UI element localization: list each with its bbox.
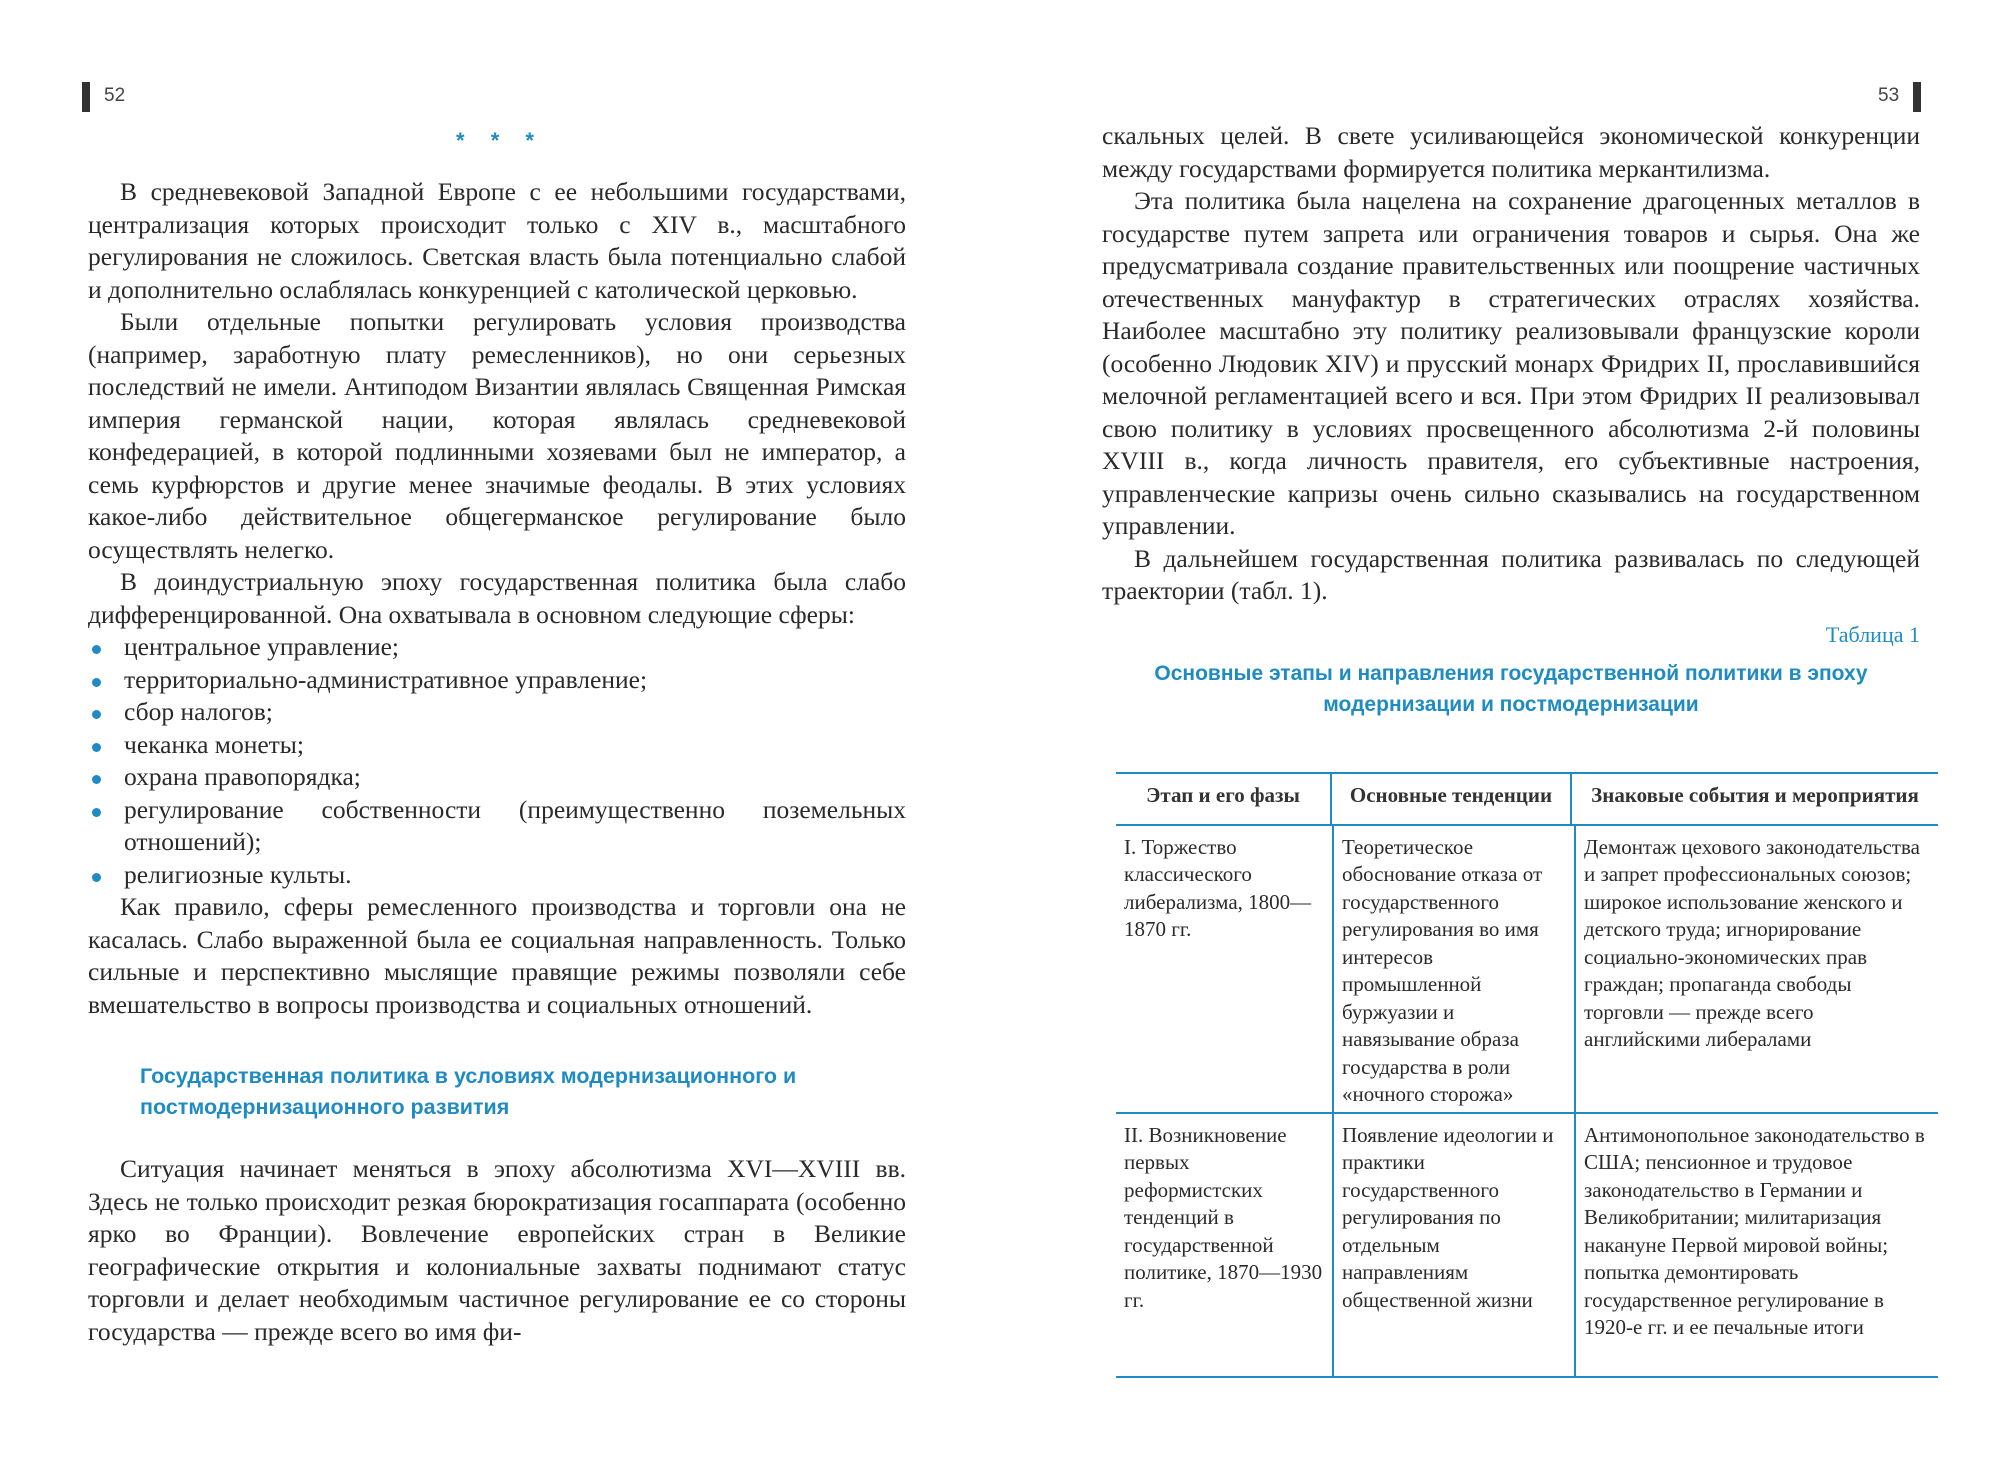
table-row	[1116, 1114, 1938, 1376]
table-header-cell: Знаковые события и мероприятия	[1591, 783, 1919, 807]
page-number-text: 53	[1878, 85, 1900, 106]
paragraph: В дальнейшем государственная политика развивалась по следующей траектории (табл. 1).	[1102, 543, 1920, 605]
paragraph: скальных целей. В свете усиливающейся экономической конкуренции между государствами формируется политика меркантилизма.	[1102, 121, 1920, 183]
right-page	[1000, 0, 2000, 1472]
list-item: охрана правопорядка;	[88, 761, 906, 794]
list-item: религиозные культы.	[88, 859, 906, 892]
paragraph: Были отдельные попытки регулировать условия производства (например, заработную плату ремесленников), но они серьезных последствий не имели. Антиподом Византии являлась Священная Римская империя германской нации, которая являлась средневековой конфедерацией, в которой подлинными хозяевами был не император, а семь курфюрстов и другие менее значимые феодалы. В этих условиях какое-либо действительное общегерманское регулирование было осуществлять нелегко.	[88, 307, 906, 564]
paragraph: Эта политика была нацелена на сохранение драгоценных металлов в государстве путем запрета или ограничения товаров и сырья. Она же предусматривала создание правительственных или поощрение частичных отечественных мануфактур в стратегических отраслях хозяйства. Наиболее масштабно эту политику реализовывали французские короли (особенно Людовик XIV) и прусский монарх Фридрих II, прославившийся мелочной регламентацией всего и вся. При этом Фридрих II реализовывал свою политику в условиях просвещенного абсолютизма 2-й половины XVIII в., когда личность правителя, его субъективные настроения, управленческие капризы очень сильно сказывались на государственном управлении.	[1102, 186, 1920, 540]
page-number-text: 52	[104, 85, 126, 106]
page-number-left	[82, 84, 125, 108]
stages-table	[1116, 772, 1938, 1378]
paragraph: В средневековой Западной Европе с ее небольшими государствами, централизация которых происходит только с XIV в., масштабного регулирования не сложилось. Светская власть была потенциально слабой и дополнительно ослаблялась конкуренцией с католической церковью.	[88, 177, 906, 304]
list-item: центральное управление;	[88, 631, 906, 664]
list-item: сбор налогов;	[88, 696, 906, 729]
list-item: чеканка монеты;	[88, 729, 906, 762]
table-cell: Антимонопольное законодательство в США; пенсионное и трудовое законодательство в Германии и Великобритании; милитаризация накануне Первой мировой войны; попытка демонтировать государственное регулирование в 1920-е гг. и ее печальные итоги	[1584, 1122, 1925, 1339]
table-rule	[1116, 1376, 1938, 1378]
table-header-row	[1116, 774, 1938, 824]
page-number-right	[1878, 84, 1921, 108]
paragraph: Ситуация начинает меняться в эпоху абсолютизма XVI—XVIII вв. Здесь не только происходит резкая бюрократизация госаппарата (особенно ярко во Франции). Вовлечение европейских стран в Великие географические открытия и колониальные захваты поднимают статус торговли и делает необходимым частичное регулирование ее со стороны государства — прежде всего во имя фи-	[88, 1154, 906, 1346]
paragraph: В доиндустриальную эпоху государственная политика была слабо дифференцированной. Она охватывала в основном следующие сферы:	[88, 567, 906, 629]
table-cell: Демонтаж цехового законодательства и запрет профессиональных союзов; широкое использование женского и детского труда; игнорирование социально-экономических прав граждан; пропаганда свободы торговли — прежде всего английскими либералами	[1584, 834, 1920, 1051]
left-text-column	[88, 176, 906, 1348]
bullet-list	[88, 631, 906, 891]
section-separator: * * *	[456, 128, 544, 153]
right-text-column	[1102, 120, 1920, 736]
page-number-bar	[82, 82, 90, 112]
list-item: регулирование собственности (преимущественно поземельных отношений);	[88, 794, 906, 859]
table-cell: Появление идеологии и практики государственного регулирования по отдельным направлениям общественной жизни	[1334, 1114, 1576, 1376]
table-cell: II. Возникновение первых реформистских тенденций в государственной политике, 1870—1930 гг.	[1116, 1114, 1334, 1376]
table-header-cell: Этап и его фазы	[1116, 774, 1332, 824]
table-cell: Теоретическое обоснование отказа от государственного регулирования во имя интересов промышленной буржуазии и навязывание образа государства в роли «ночного сторожа»	[1334, 826, 1576, 1112]
table-cell: I. Торжество классического либерализма, 1800—1870 гг.	[1116, 826, 1334, 1112]
paragraph: Как правило, сферы ремесленного производства и торговли она не касалась. Слабо выраженной была ее социальная направленность. Только сильные и перспективно мыслящие правящие режимы позволяли себе вмешательство в вопросы производства и социальных отношений.	[88, 892, 906, 1019]
table-title: Основные этапы и направления государственной политики в эпоху модернизации и постмодернизации	[1154, 661, 1868, 716]
table-row	[1116, 826, 1938, 1112]
table-label: Таблица 1	[1825, 621, 1920, 647]
table-header-cell: Основные тенденции	[1332, 774, 1572, 824]
section-heading: Государственная политика в условиях модернизационного и постмодернизационного развития	[140, 1064, 797, 1119]
page-number-bar	[1913, 82, 1921, 112]
list-item: территориально-административное управление;	[88, 664, 906, 697]
